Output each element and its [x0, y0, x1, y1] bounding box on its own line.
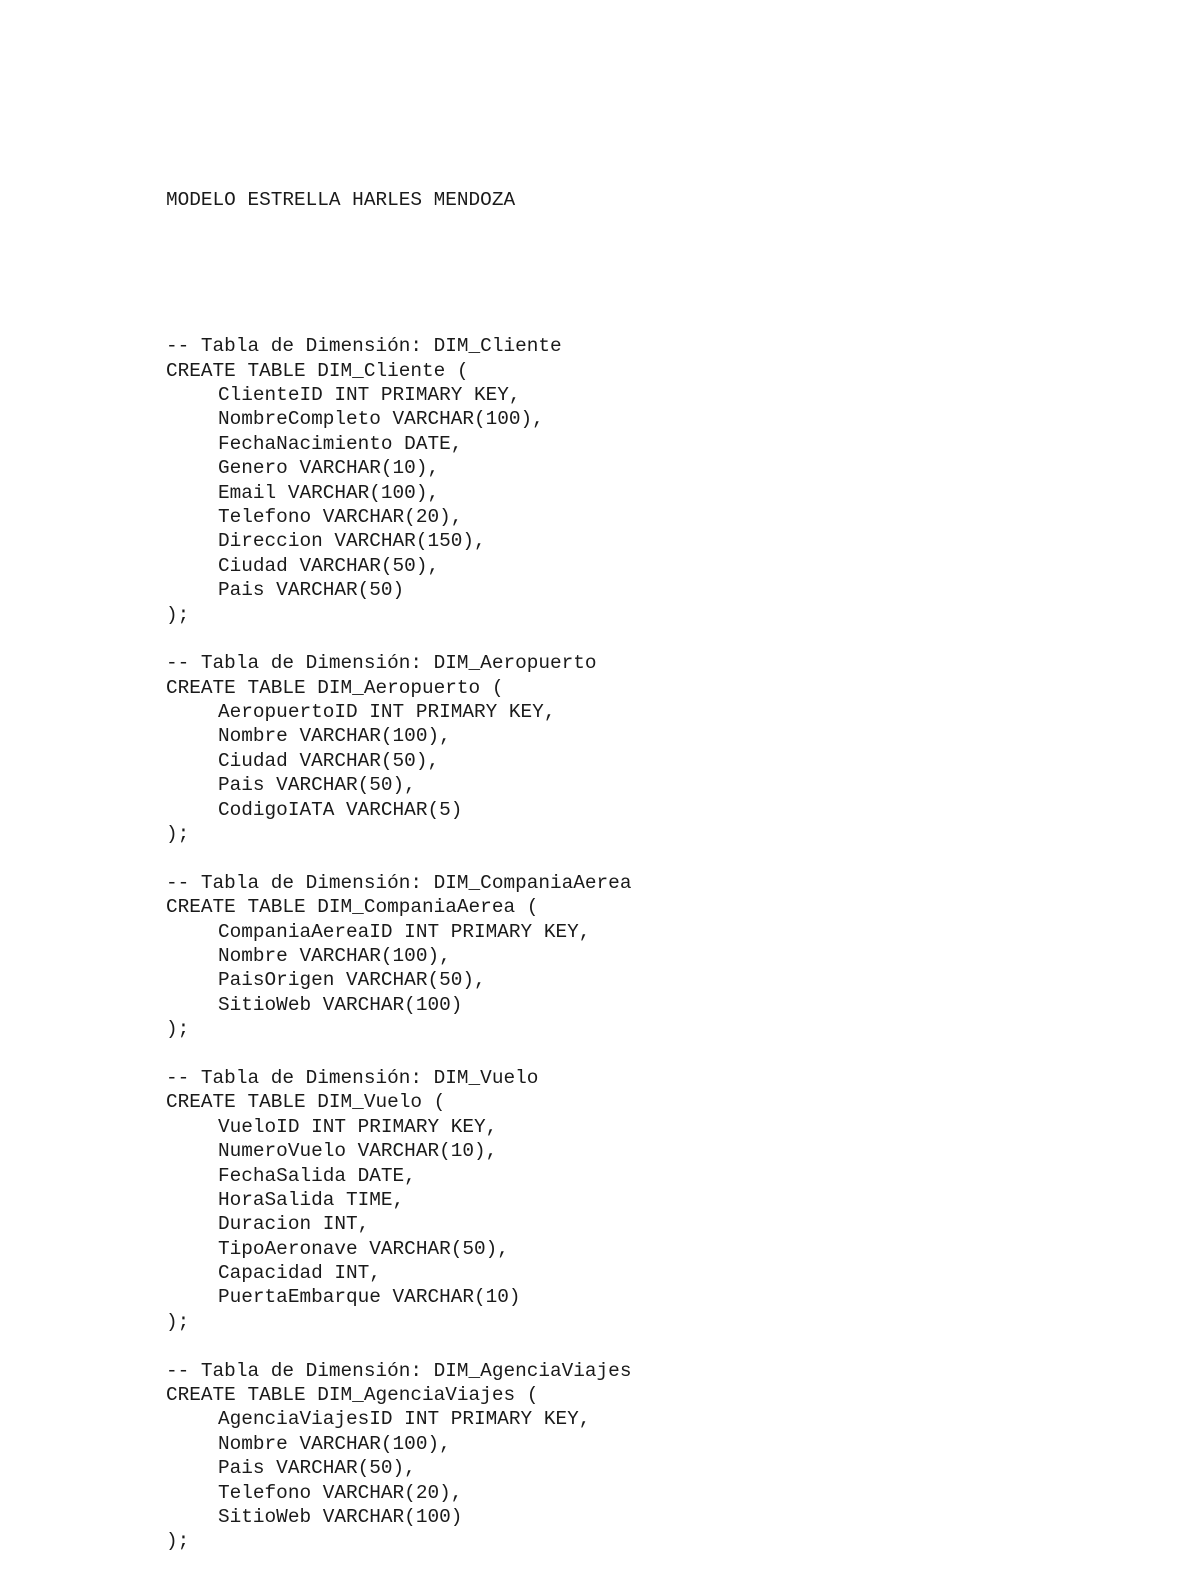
sql-comment: -- Tabla de Dimensión: DIM_CompaniaAerea [166, 871, 632, 894]
sql-column-definition: Telefono VARCHAR(20), [218, 505, 463, 528]
sql-create-statement: CREATE TABLE DIM_CompaniaAerea ( [166, 896, 539, 919]
sql-column-definition: FechaNacimiento DATE, [218, 432, 463, 455]
sql-column-definition: PuertaEmbarque VARCHAR(10) [218, 1286, 521, 1309]
sql-column-definition: Ciudad VARCHAR(50), [218, 554, 440, 577]
sql-create-statement: CREATE TABLE DIM_AgenciaViajes ( [166, 1384, 539, 1407]
spacer [166, 1042, 1166, 1066]
sql-comment: -- Tabla de Dimensión: DIM_Vuelo [166, 1066, 539, 1089]
sql-column-definition: Capacidad INT, [218, 1262, 381, 1285]
sql-column-definition: Pais VARCHAR(50) [218, 579, 405, 602]
sql-column-definition: TipoAeronave VARCHAR(50), [218, 1237, 509, 1260]
sql-column-definition: AeropuertoID INT PRIMARY KEY, [218, 701, 556, 724]
sql-column-definition: CompaniaAereaID INT PRIMARY KEY, [218, 920, 591, 943]
sql-close-statement: ); [166, 1310, 190, 1333]
document-page [166, 139, 1166, 1578]
sql-column-definition: Genero VARCHAR(10), [218, 457, 440, 480]
sql-column-definition: CodigoIATA VARCHAR(5) [218, 798, 463, 821]
sql-column-definition: ClienteID INT PRIMARY KEY, [218, 384, 521, 406]
spacer [166, 846, 1166, 870]
sql-column-definition: FechaSalida DATE, [218, 1164, 416, 1187]
sql-column-definition: SitioWeb VARCHAR(100) [218, 1505, 463, 1528]
sql-close-statement: ); [166, 1018, 190, 1041]
sql-table-definition [166, 334, 1166, 651]
sql-column-definition: Nombre VARCHAR(100), [218, 725, 451, 748]
sql-close-statement: ); [166, 603, 190, 626]
sql-column-definition: HoraSalida TIME, [218, 1188, 405, 1211]
document-title: MODELO ESTRELLA HARLES MENDOZA [166, 188, 516, 211]
sql-column-definition: VueloID INT PRIMARY KEY, [218, 1115, 498, 1138]
sql-table-definition [166, 871, 1166, 1066]
sql-comment: -- Tabla de Dimensión: DIM_Aeropuerto [166, 652, 597, 675]
sql-create-statement: CREATE TABLE DIM_Aeropuerto ( [166, 676, 504, 699]
sql-column-definition: Pais VARCHAR(50), [218, 774, 416, 797]
sql-create-statement: CREATE TABLE DIM_Cliente ( [166, 359, 469, 382]
sql-table-definition [166, 1359, 1166, 1554]
sql-comment: -- Tabla de Dimensión: DIM_Cliente [166, 335, 562, 358]
sql-comment: -- Tabla de Dimensión: DIM_AgenciaViajes [166, 1359, 632, 1382]
sql-column-definition: NumeroVuelo VARCHAR(10), [218, 1140, 498, 1163]
sql-column-definition: NombreCompleto VARCHAR(100), [218, 408, 544, 431]
sql-column-definition: SitioWeb VARCHAR(100) [218, 993, 463, 1016]
spacer [166, 261, 1166, 285]
sql-column-definition: Direccion VARCHAR(150), [218, 530, 486, 553]
sql-column-definition: Nombre VARCHAR(100), [218, 1432, 451, 1455]
sql-column-definition: Pais VARCHAR(50), [218, 1457, 416, 1480]
sql-create-statement: CREATE TABLE DIM_Vuelo ( [166, 1091, 446, 1114]
sql-column-definition: Telefono VARCHAR(20), [218, 1481, 463, 1504]
sql-table-definition [166, 1066, 1166, 1359]
sql-column-definition: PaisOrigen VARCHAR(50), [218, 969, 486, 992]
sql-column-definition: Nombre VARCHAR(100), [218, 944, 451, 967]
sql-tables [166, 334, 1166, 1554]
sql-close-statement: ); [166, 823, 190, 846]
spacer [166, 1334, 1166, 1358]
sql-close-statement: ); [166, 1530, 190, 1553]
sql-column-definition: Ciudad VARCHAR(50), [218, 749, 440, 772]
spacer [166, 627, 1166, 651]
sql-table-definition [166, 651, 1166, 871]
sql-column-definition: AgenciaViajesID INT PRIMARY KEY, [218, 1408, 591, 1431]
sql-column-definition: Duracion INT, [218, 1213, 370, 1236]
sql-column-definition: Email VARCHAR(100), [218, 481, 440, 504]
